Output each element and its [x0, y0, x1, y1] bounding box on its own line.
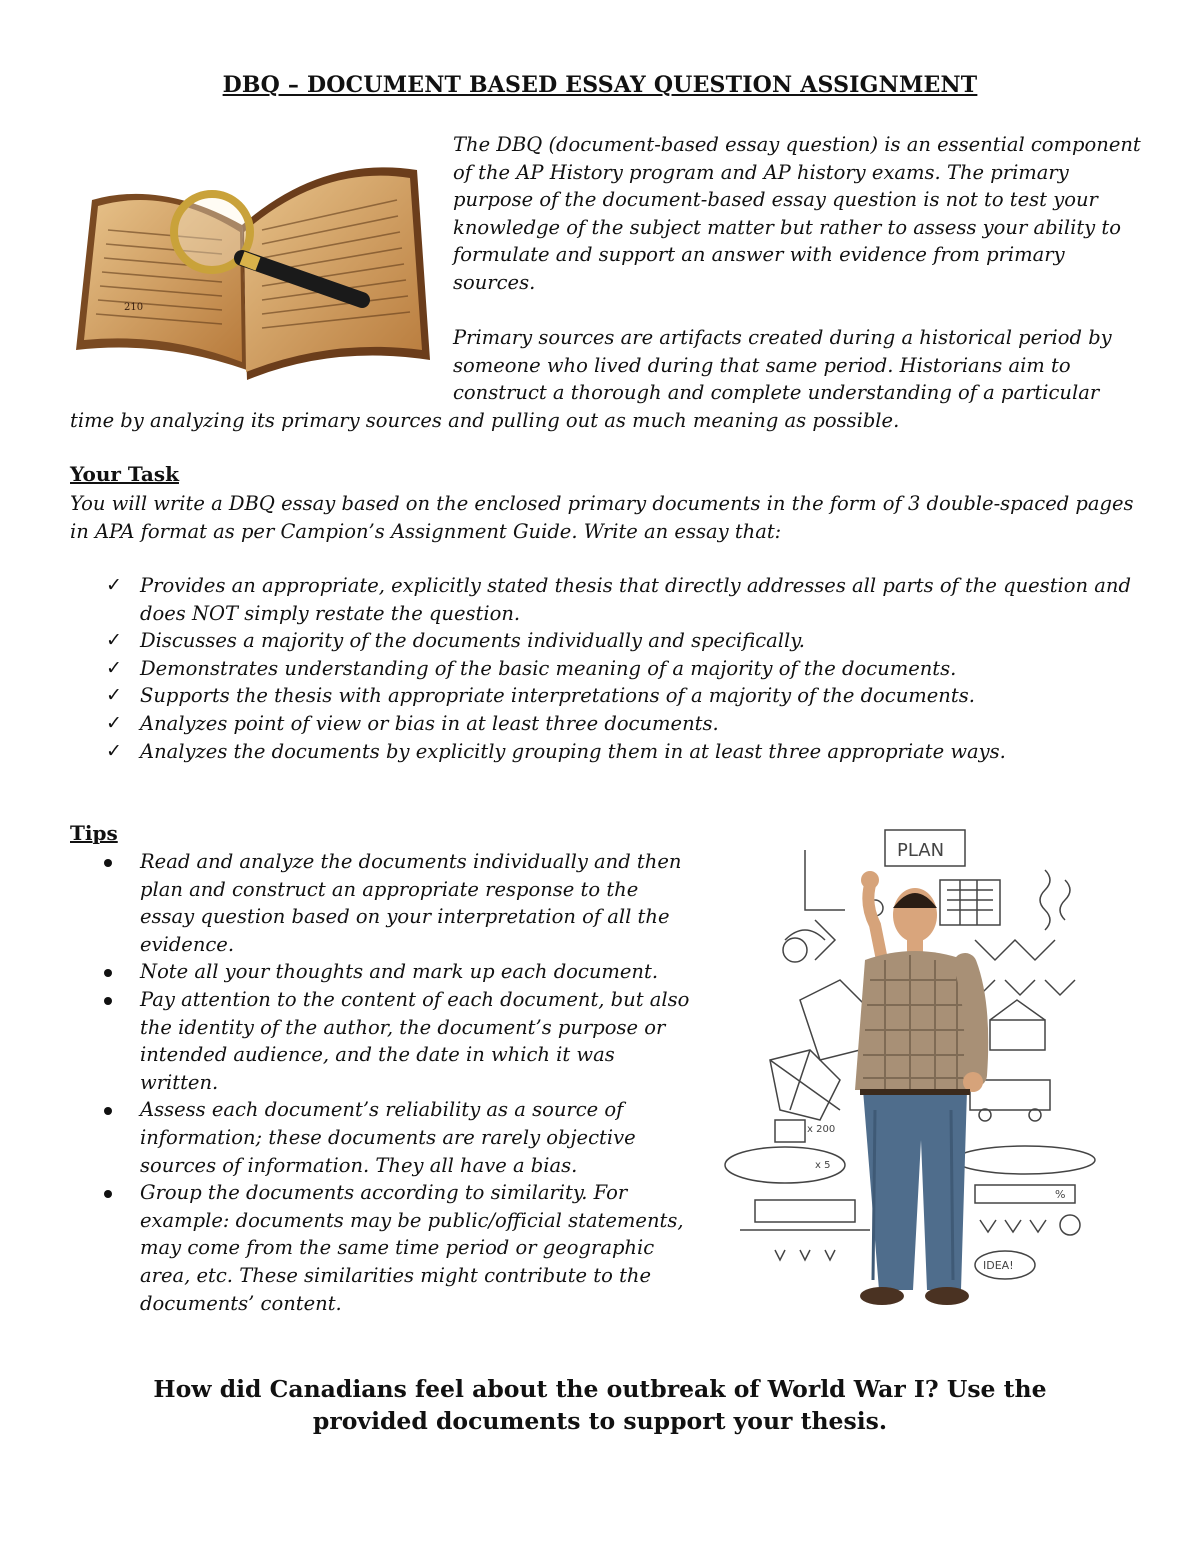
tip-item: Note all your thoughts and mark up each document. — [70, 958, 690, 986]
book-page-number: 210 — [124, 302, 144, 313]
bullet-icon — [104, 859, 112, 867]
checkmark-icon: ✓ — [106, 574, 122, 596]
task-text: You will write a DBQ essay based on the enclosed primary documents in the form of 3 double-spaced pages in APA format as per Campion’s Assignment Guide. Write an essay that: — [70, 492, 1134, 543]
task-checklist — [70, 572, 1145, 765]
checklist-item: ✓ Provides an appropriate, explicitly stated thesis that directly addresses all parts of the question and does NOT simply restate the question. — [106, 574, 1131, 625]
page-title: DBQ – DOCUMENT BASED ESSAY QUESTION ASSIGNMENT — [222, 72, 978, 98]
checklist-item: ✓ Discusses a majority of the documents individually and specifically. — [70, 627, 1145, 655]
checklist-item: ✓ Demonstrates understanding of the basic meaning of a majority of the documents. — [70, 655, 1145, 683]
bullet-icon — [104, 1107, 112, 1115]
man-sketching-image — [715, 820, 1105, 1320]
checklist-item: ✓ Supports the thesis with appropriate interpretations of a majority of the documents. — [70, 682, 1145, 710]
checkmark-icon: ✓ — [106, 629, 122, 652]
checklist-item: ✓ Analyzes point of view or bias in at least three documents. — [70, 710, 1145, 738]
intro-text — [453, 131, 1143, 407]
checkmark-icon: ✓ — [106, 711, 122, 734]
idea-label: IDEA! — [983, 1259, 1014, 1272]
intro-paragraph-2: Primary sources are artifacts created during a historical period by someone who lived during that same period. Historians aim to construct a thorough and complete understanding of a particular — [453, 326, 1112, 405]
checkmark-icon: ✓ — [106, 684, 122, 707]
bullet-icon — [104, 1190, 112, 1198]
checklist-item: ✓ Analyzes the documents by explicitly grouping them in at least three appropriate ways. — [70, 738, 1145, 766]
intro-paragraph-2-tail: time by analyzing its primary sources and pulling out as much meaning as possible. — [70, 409, 900, 432]
tip-item: Group the documents according to similarity. For example: documents may be public/official statements, may come from the same time period or geographic area, etc. These similarities might contribute to the documents’ content. — [70, 1179, 690, 1317]
tips-list — [70, 848, 690, 1317]
bullet-icon — [104, 997, 112, 1005]
book-magnifier-image — [72, 140, 434, 392]
intro-paragraph-1: The DBQ (document-based essay question) is an essential component of the AP History program and AP history exams. The primary purpose of the document-based essay question is not to test your knowledge of the subject matter but rather to assess your ability to formulate and support an answer with evidence from primary sources. — [453, 133, 1141, 294]
tip-item: Assess each document’s reliability as a source of information; these documents are rarely objective sources of information. They all have a bias. — [70, 1096, 690, 1179]
plan-label: PLAN — [897, 840, 945, 861]
tip-item: Read and analyze the documents individually and then plan and construct an appropriate response to the essay question based on your interpretation of all the evidence. — [70, 848, 690, 958]
tip-item: Pay attention to the content of each document, but also the identity of the author, the document’s purpose or intended audience, and the date in which it was written. — [70, 986, 690, 1096]
note-200: x 200 — [807, 1124, 836, 1135]
note-pct: % — [1055, 1188, 1066, 1201]
checkmark-icon: ✓ — [106, 656, 122, 679]
essay-question: How did Canadians feel about the outbreak of World War I? Use the provided documents to support your thesis. — [153, 1375, 1047, 1435]
note-x5: x 5 — [815, 1160, 831, 1171]
tips-heading: Tips — [70, 821, 118, 845]
task-heading: Your Task — [70, 462, 179, 486]
checkmark-icon: ✓ — [106, 739, 122, 762]
bullet-icon — [104, 969, 112, 977]
